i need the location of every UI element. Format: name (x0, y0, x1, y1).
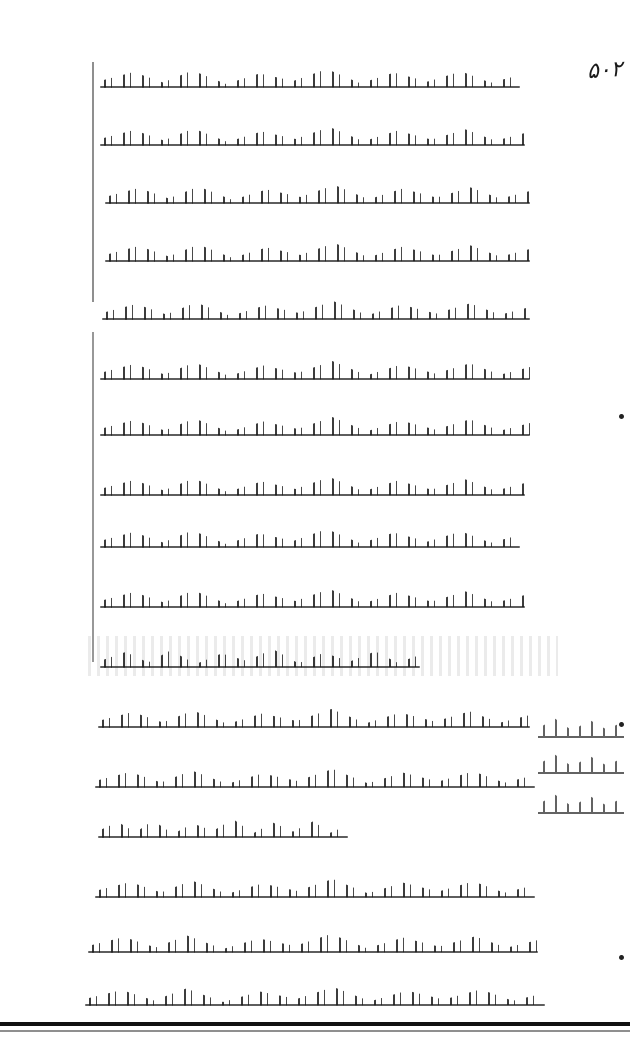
scan-smudge (88, 636, 558, 676)
handwritten-line-5 (102, 292, 530, 322)
margin-dot (619, 955, 624, 960)
handwritten-line-10 (100, 580, 525, 610)
handwritten-line-13 (95, 760, 535, 790)
handwritten-line-7 (100, 408, 530, 438)
handwritten-line-12 (98, 700, 530, 730)
handwritten-line-3 (105, 176, 530, 206)
margin-note-line (538, 790, 624, 814)
handwritten-line-4 (105, 234, 530, 264)
page-bottom-rule (0, 1022, 630, 1026)
handwritten-line-6 (100, 352, 530, 382)
handwritten-line-2 (100, 118, 525, 148)
handwritten-line-1 (100, 60, 520, 90)
margin-note (538, 714, 628, 824)
handwritten-line-16 (88, 925, 538, 955)
handwritten-line-14 (98, 810, 348, 840)
handwritten-line-9 (100, 520, 520, 550)
margin-dot (619, 414, 624, 419)
handwritten-line-17 (85, 978, 545, 1008)
handwritten-line-8 (100, 468, 525, 498)
margin-note-line (538, 714, 624, 738)
handwritten-line-15 (95, 870, 535, 900)
margin-note-line (538, 750, 624, 774)
page-bottom-rule-secondary (0, 1030, 630, 1032)
page-number: ۵۰۲ (585, 56, 623, 85)
margin-dot (619, 722, 624, 727)
